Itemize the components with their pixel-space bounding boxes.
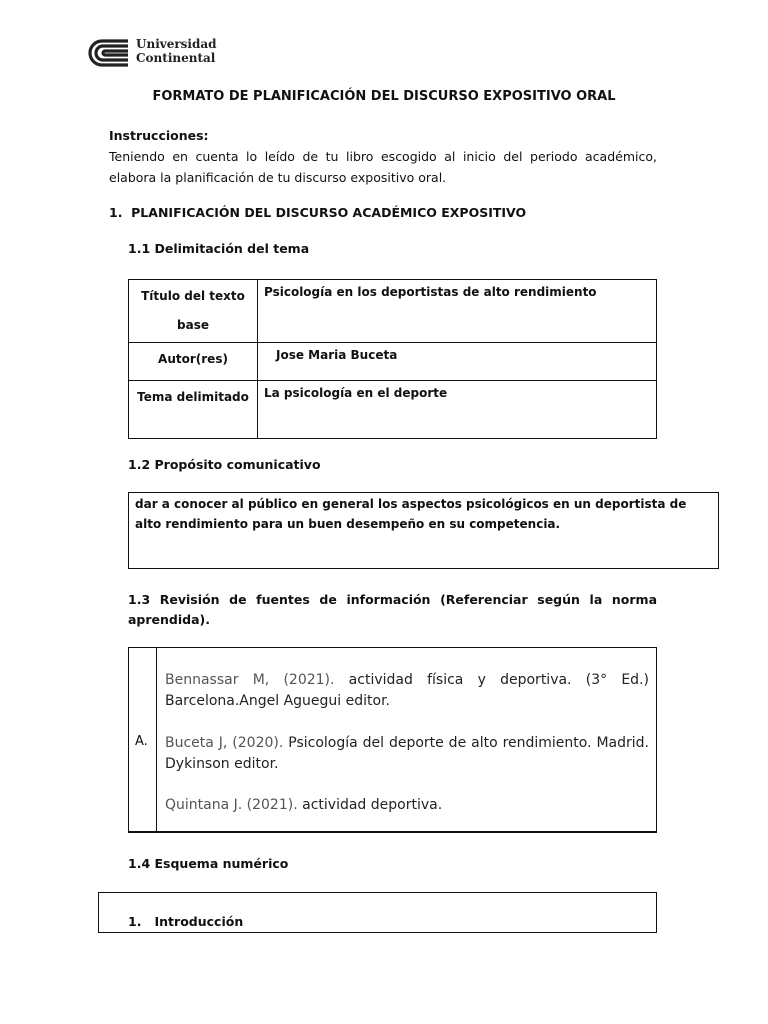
- section-1-heading: 1. PLANIFICACIÓN DEL DISCURSO ACADÉMICO EXPOSITIVO: [109, 205, 527, 220]
- row-value: [258, 343, 657, 381]
- purpose-box: [128, 492, 719, 569]
- row-value-text: La psicología en el deporte: [264, 386, 448, 400]
- subsection-1-4-heading: 1.4 Esquema numérico: [128, 856, 289, 871]
- logo-line-2: Continental: [136, 51, 216, 65]
- row-key-label: Autor(res): [158, 352, 228, 366]
- row-key-label: Tema delimitado: [137, 390, 249, 404]
- subsection-1-3-heading: 1.3 Revisión de fuentes de información (Referenciar según la norma aprendida).: [128, 592, 657, 627]
- table-row: [129, 381, 657, 439]
- references-column-divider: [156, 647, 157, 833]
- row-value-text: Jose Maria Buceta: [276, 348, 398, 362]
- reference-author: Quintana J. (2021).: [165, 797, 298, 813]
- row-key-label: Título del texto base: [141, 289, 245, 332]
- row-value: [258, 280, 657, 343]
- row-value: [258, 381, 657, 439]
- instructions-label: Instrucciones:: [109, 128, 209, 143]
- reference-entry: [165, 670, 649, 712]
- reference-details: actividad física y deportiva. (3° Ed.) Barcelona.Angel Aguegui editor.: [165, 672, 649, 709]
- university-logo-text: [136, 37, 217, 65]
- table-row: [129, 343, 657, 381]
- outline-item: 1. Introducción: [128, 914, 244, 929]
- row-key: [129, 381, 258, 439]
- document-title: FORMATO DE PLANIFICACIÓN DEL DISCURSO EXPOSITIVO ORAL: [152, 89, 616, 104]
- subsection-1-2-heading: 1.2 Propósito comunicativo: [128, 457, 321, 472]
- reference-author: Bennassar M, (2021).: [165, 672, 335, 688]
- row-key: [129, 343, 258, 381]
- reference-author: Buceta J, (2020).: [165, 735, 284, 751]
- references-label: A.: [135, 734, 148, 749]
- logo-line-1: Universidad: [136, 37, 217, 51]
- purpose-text: dar a conocer al público en general los aspectos psicológicos en un deportista de alto rendimiento para un buen desempeño en su competencia.: [135, 497, 687, 531]
- reference-details: actividad deportiva.: [297, 797, 443, 813]
- row-value-text: Psicología en los deportistas de alto rendimiento: [264, 285, 597, 299]
- subsection-1-1-heading: 1.1 Delimitación del tema: [128, 241, 310, 256]
- table-row: [129, 280, 657, 343]
- reference-entry: [165, 733, 649, 775]
- reference-details: Psicología del deporte de alto rendimiento. Madrid. Dykinson editor.: [165, 735, 650, 772]
- row-key: [129, 280, 258, 343]
- instructions-text: Teniendo en cuenta lo leído de tu libro escogido al inicio del periodo académico, elabora la planificación de tu discurso expositivo oral.: [109, 149, 657, 185]
- reference-entry: [165, 795, 649, 816]
- topic-delimitation-table: [128, 279, 657, 439]
